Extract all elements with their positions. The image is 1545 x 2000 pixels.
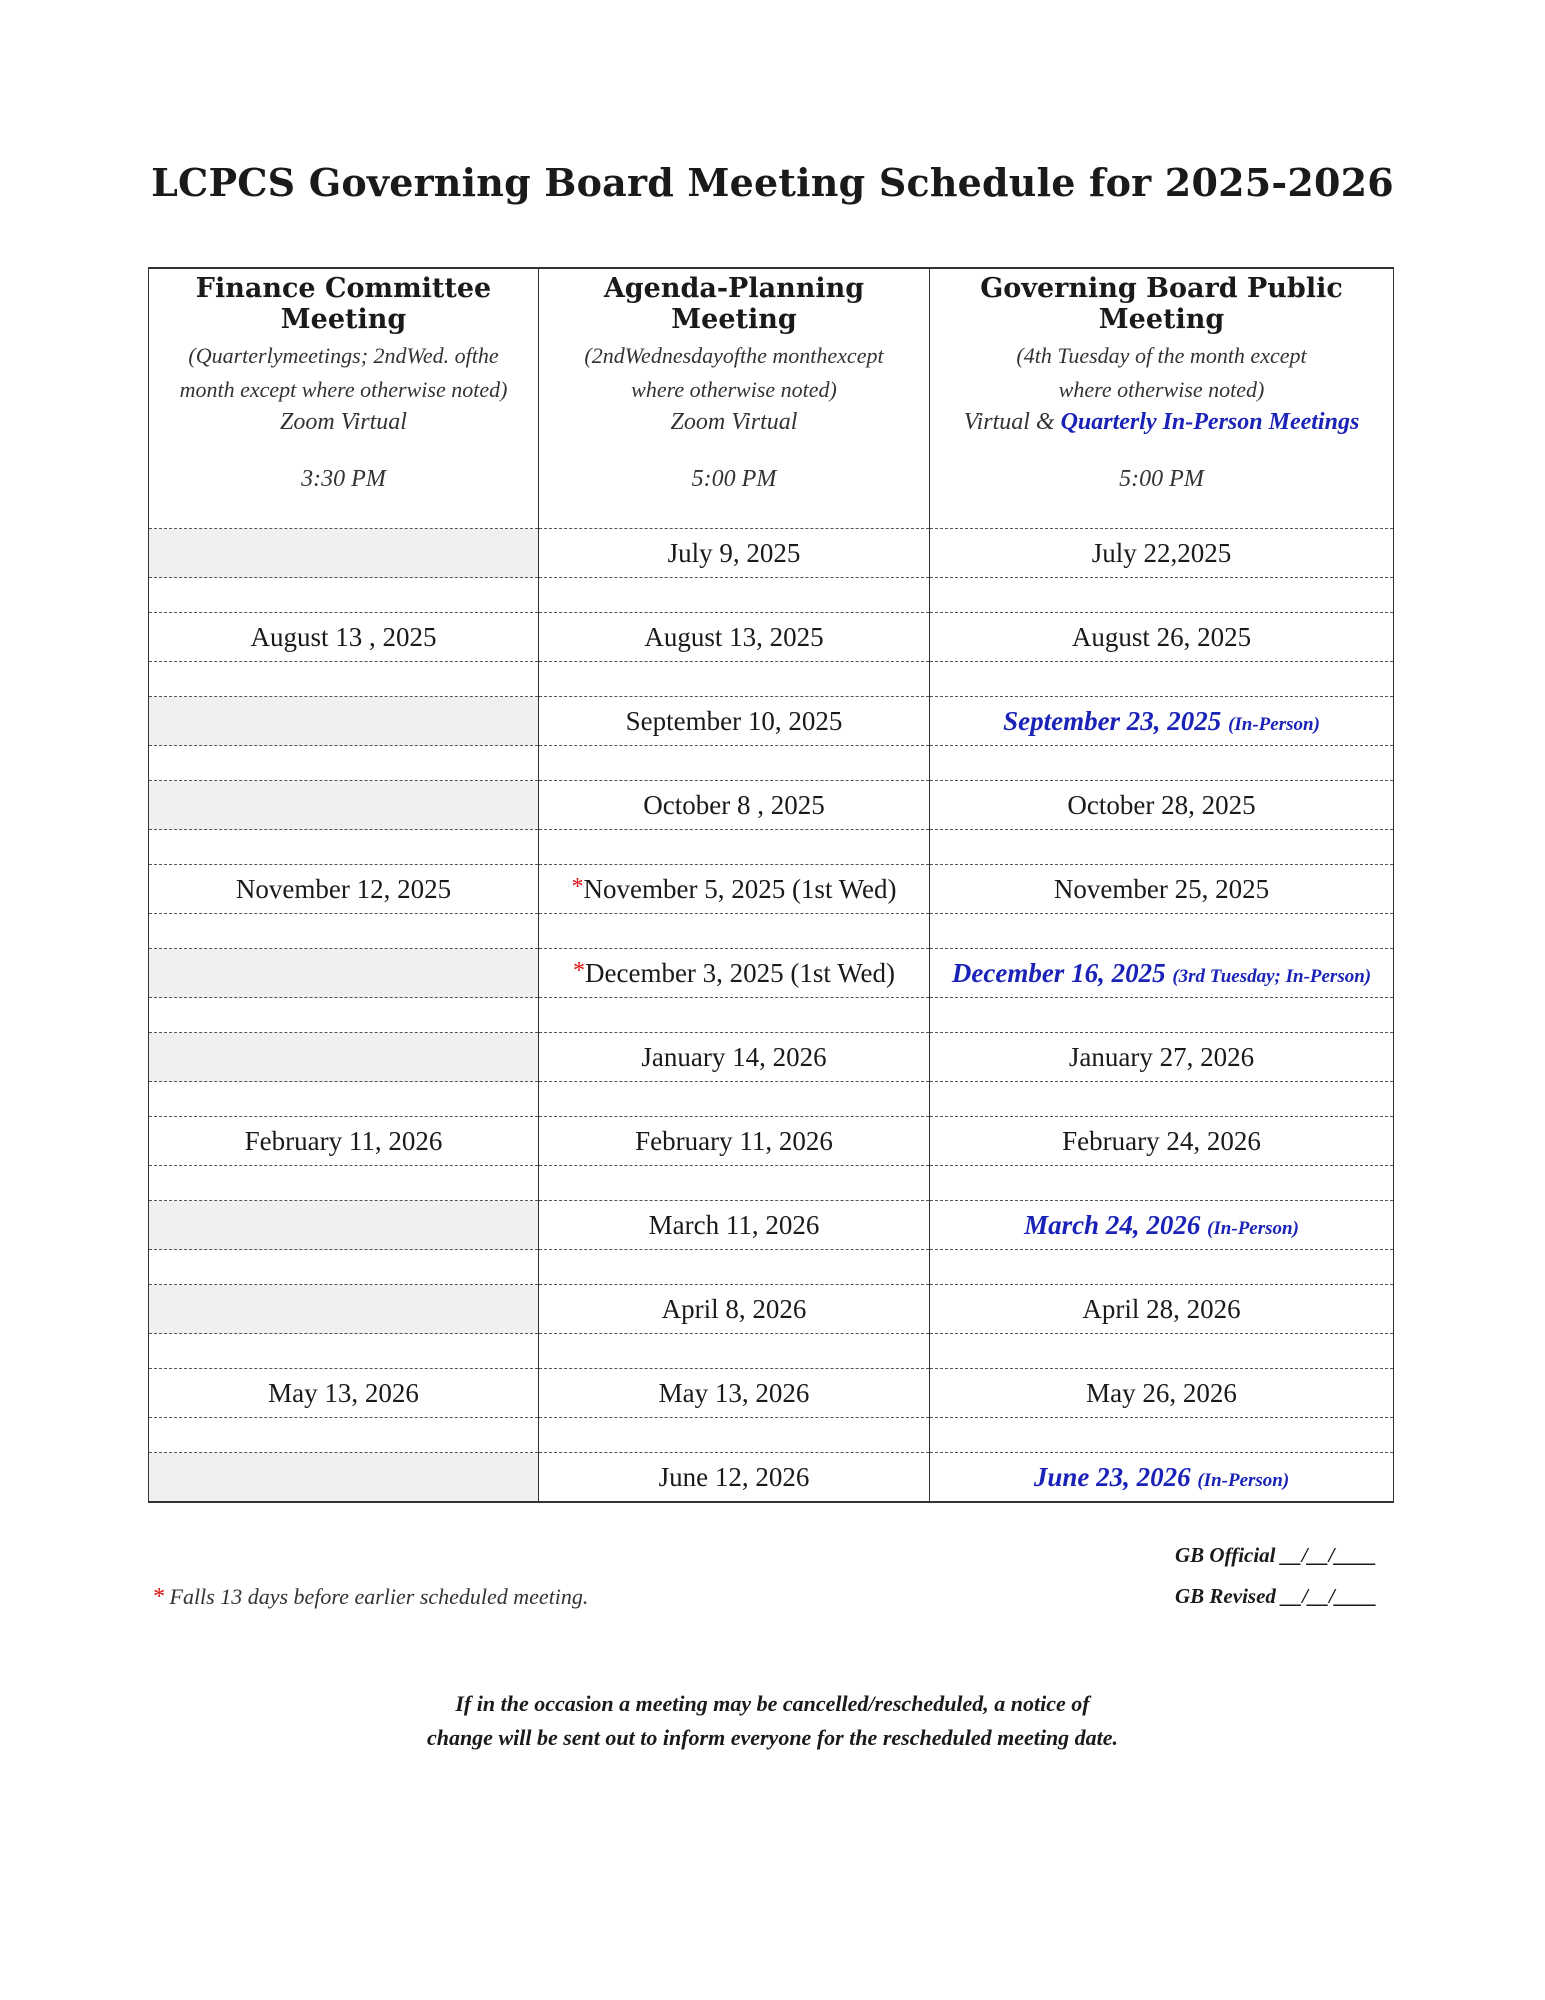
board-date: May 26, 2026: [1086, 1377, 1237, 1408]
mode-highlight: Quarterly In-Person Meetings: [1060, 409, 1360, 435]
finance-date-cell: [149, 781, 539, 830]
board-date: March 24, 2026: [1024, 1209, 1201, 1240]
column-note: where otherwise noted): [631, 377, 837, 402]
spacer-cell: [539, 1166, 930, 1201]
spacer-row: [149, 1166, 1394, 1201]
spacer-cell: [930, 1082, 1394, 1117]
spacer-cell: [149, 1166, 539, 1201]
agenda-date: October 8 , 2025: [643, 789, 825, 820]
table-row: [149, 1369, 1394, 1418]
asterisk-mark: *: [152, 1584, 164, 1610]
agenda-date: January 14, 2026: [641, 1041, 827, 1072]
agenda-date: April 8, 2026: [661, 1293, 807, 1324]
finance-date-cell: [149, 697, 539, 746]
column-note: (4th Tuesday of the month except: [1016, 343, 1307, 368]
spacer-cell: [539, 1250, 930, 1285]
agenda-date-cell: [539, 1201, 930, 1250]
column-mode: Zoom Virtual: [280, 409, 407, 435]
board-date-cell: [930, 1369, 1394, 1418]
board-date: December 16, 2025: [951, 957, 1166, 988]
board-date: November 25, 2025: [1053, 873, 1270, 904]
board-note: (In-Person): [1207, 1217, 1299, 1239]
spacer-row: [149, 830, 1394, 865]
board-date: June 23, 2026: [1033, 1461, 1191, 1492]
spacer-cell: [149, 1082, 539, 1117]
spacer-cell: [149, 1334, 539, 1369]
agenda-date: November 5, 2025 (1st Wed): [583, 873, 897, 904]
agenda-date: December 3, 2025 (1st Wed): [585, 957, 895, 988]
spacer-cell: [930, 998, 1394, 1033]
agenda-date: February 11, 2026: [635, 1125, 833, 1156]
spacer-cell: [149, 578, 539, 613]
gb-revised: GB Revised __/__/____: [1175, 1584, 1377, 1608]
board-date-cell: [930, 781, 1394, 830]
finance-date-cell: [149, 1201, 539, 1250]
table-row: [149, 697, 1394, 746]
asterisk-mark: *: [571, 873, 584, 900]
spacer-cell: [930, 1334, 1394, 1369]
spacer-cell: [930, 578, 1394, 613]
board-date-cell: [930, 1453, 1394, 1503]
column-time: 5:00 PM: [691, 466, 777, 492]
spacer-row: [149, 1418, 1394, 1453]
spacer-cell: [930, 914, 1394, 949]
spacer-cell: [930, 746, 1394, 781]
asterisk-mark: *: [573, 957, 585, 984]
agenda-date-cell: [539, 529, 930, 578]
footnote: [152, 1584, 588, 1611]
board-date-cell: [930, 1033, 1394, 1082]
spacer-row: [149, 1082, 1394, 1117]
table-row: [149, 1285, 1394, 1334]
spacer-row: [149, 578, 1394, 613]
column-title: Agenda-Planning Meeting: [603, 273, 865, 335]
spacer-cell: [539, 914, 930, 949]
agenda-date-cell: [539, 1453, 930, 1503]
table-row: [149, 865, 1394, 914]
finance-date: February 11, 2026: [244, 1125, 443, 1156]
board-date: August 26, 2025: [1071, 621, 1252, 652]
finance-date: November 12, 2025: [235, 873, 452, 904]
column-note: where otherwise noted): [1058, 377, 1265, 402]
finance-date-cell: [149, 1033, 539, 1082]
agenda-date: August 13, 2025: [644, 621, 824, 652]
spacer-cell: [930, 1250, 1394, 1285]
finance-date-cell: [149, 1117, 539, 1166]
board-header: [930, 268, 1394, 529]
finance-date-cell: [149, 1453, 539, 1503]
column-title: Finance Committee Meeting: [195, 273, 492, 335]
column-note: (Quarterlymeetings; 2ndWed. ofthe: [188, 343, 499, 368]
spacer-cell: [149, 662, 539, 697]
schedule-table: [148, 267, 1394, 1503]
spacer-cell: [539, 1334, 930, 1369]
board-date-cell: [930, 1201, 1394, 1250]
board-date-cell: [930, 529, 1394, 578]
finance-date-cell: [149, 865, 539, 914]
column-note: month except where otherwise noted): [179, 377, 508, 402]
agenda-date: June 12, 2026: [658, 1461, 810, 1492]
table-header-row: [149, 268, 1394, 529]
board-date: September 23, 2025: [1003, 705, 1222, 736]
spacer-cell: [149, 998, 539, 1033]
spacer-row: [149, 1334, 1394, 1369]
spacer-cell: [539, 998, 930, 1033]
agenda-date-cell: [539, 1369, 930, 1418]
column-time: 3:30 PM: [301, 466, 386, 492]
board-date: July 22,2025: [1091, 537, 1232, 568]
spacer-row: [149, 998, 1394, 1033]
board-note: (3rd Tuesday; In-Person): [1172, 965, 1372, 987]
table-row: [149, 529, 1394, 578]
spacer-cell: [539, 662, 930, 697]
agenda-date-cell: [539, 1117, 930, 1166]
agenda-header: [539, 268, 930, 529]
finance-date-cell: [149, 949, 539, 998]
finance-date-cell: [149, 613, 539, 662]
table-row: [149, 1201, 1394, 1250]
spacer-cell: [539, 578, 930, 613]
board-note: (In-Person): [1228, 713, 1320, 735]
agenda-date: May 13, 2026: [658, 1377, 810, 1408]
spacer-cell: [539, 746, 930, 781]
notice-line: If in the occasion a meeting may be cancelled/rescheduled, a notice of: [455, 1691, 1090, 1716]
finance-date: August 13 , 2025: [250, 621, 437, 652]
board-date-cell: [930, 613, 1394, 662]
spacer-row: [149, 662, 1394, 697]
spacer-row: [149, 746, 1394, 781]
mode-text: Virtual &: [963, 409, 1055, 435]
finance-date: May 13, 2026: [268, 1377, 419, 1408]
table-row: [149, 613, 1394, 662]
board-date-cell: [930, 697, 1394, 746]
spacer-cell: [149, 914, 539, 949]
board-date: February 24, 2026: [1062, 1125, 1261, 1156]
spacer-cell: [149, 1418, 539, 1453]
board-date: April 28, 2026: [1082, 1293, 1241, 1324]
agenda-date-cell: [539, 865, 930, 914]
spacer-cell: [539, 1082, 930, 1117]
spacer-cell: [930, 662, 1394, 697]
agenda-date-cell: [539, 697, 930, 746]
agenda-date-cell: [539, 1285, 930, 1334]
column-time: 5:00 PM: [1119, 466, 1204, 492]
board-note: (In-Person): [1197, 1469, 1290, 1491]
page-title: LCPCS Governing Board Meeting Schedule for 2025-2026: [151, 160, 1394, 205]
agenda-date: July 9, 2025: [667, 537, 801, 568]
notice-line: change will be sent out to inform everyone for the rescheduled meeting date.: [426, 1725, 1119, 1750]
agenda-date-cell: [539, 613, 930, 662]
spacer-cell: [539, 830, 930, 865]
column-note: (2ndWednesdayofthe monthexcept: [584, 343, 884, 368]
table-row: [149, 1117, 1394, 1166]
agenda-date: September 10, 2025: [625, 705, 843, 736]
board-date-cell: [930, 949, 1394, 998]
column-mode: Zoom Virtual: [670, 409, 798, 435]
table-row: [149, 949, 1394, 998]
gb-official: GB Official __/__/____: [1175, 1543, 1377, 1567]
spacer-cell: [149, 830, 539, 865]
spacer-cell: [930, 830, 1394, 865]
spacer-cell: [149, 746, 539, 781]
spacer-row: [149, 1250, 1394, 1285]
spacer-cell: [930, 1166, 1394, 1201]
board-date: October 28, 2025: [1067, 789, 1256, 820]
board-date-cell: [930, 1285, 1394, 1334]
agenda-date-cell: [539, 1033, 930, 1082]
spacer-cell: [930, 1418, 1394, 1453]
spacer-cell: [149, 1250, 539, 1285]
finance-date-cell: [149, 529, 539, 578]
column-title: Governing Board Public Meeting: [980, 273, 1343, 335]
agenda-date-cell: [539, 949, 930, 998]
spacer-row: [149, 914, 1394, 949]
column-mode: [930, 409, 1393, 436]
schedule-rows: [149, 529, 1394, 1503]
table-row: [149, 1453, 1394, 1503]
table-row: [149, 1033, 1394, 1082]
finance-header: [149, 268, 539, 529]
finance-date-cell: [149, 1285, 539, 1334]
notice: [0, 1687, 1545, 1755]
board-date-cell: [930, 1117, 1394, 1166]
board-date: January 27, 2026: [1068, 1041, 1255, 1072]
spacer-cell: [539, 1418, 930, 1453]
footnote-text: Falls 13 days before earlier scheduled meeting.: [169, 1584, 589, 1609]
board-date-cell: [930, 865, 1394, 914]
table-row: [149, 781, 1394, 830]
agenda-date: March 11, 2026: [648, 1209, 820, 1240]
agenda-date-cell: [539, 781, 930, 830]
finance-date-cell: [149, 1369, 539, 1418]
